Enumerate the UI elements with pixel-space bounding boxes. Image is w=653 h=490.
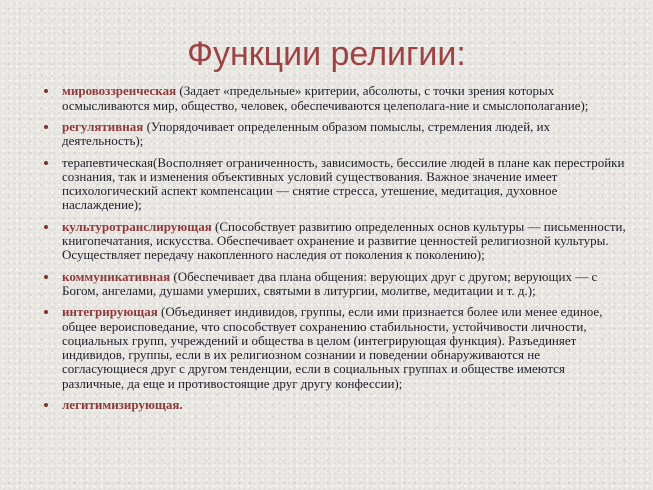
- list-item: [44, 305, 627, 391]
- function-term: коммуникативная: [62, 268, 171, 284]
- bullet-icon: [44, 305, 62, 314]
- function-description: (Обеспечивает два плана общения: верующих друг с другом; верующих — с Богом, ангелами, душами умерших, святыми в литургии, молитве, медитации и т. д.);: [62, 268, 598, 298]
- function-term: культуротранслирующая: [62, 218, 212, 234]
- list-item: [44, 270, 627, 299]
- bullet-icon: [44, 156, 62, 165]
- list-item-content: [62, 120, 627, 149]
- list-item-content: [62, 156, 627, 213]
- function-description: (Упорядочивает определенным образом помыслы, стремления людей, их деятельность);: [62, 118, 551, 149]
- list-item-content: [62, 270, 627, 299]
- list-item-content: [62, 398, 627, 412]
- list-item-content: [62, 84, 627, 113]
- function-description: (Задает «предельные» критерии, абсолюты, с точки зрения которых осмысливаются мир, общество, человек, обеспечиваются целеполага-ние и смыслополагание);: [62, 83, 589, 113]
- function-term: мировоззренческая: [62, 83, 177, 99]
- bullet-icon: [44, 270, 62, 279]
- function-term: регулятивная: [62, 118, 144, 134]
- function-description: (Способствует развитию определенных основ культуры — письменности, книгопечатания, искусства. Обеспечивает охранение и развитие ценностей религиозной культуры. Осуществляет передачу накопленного наследия от поколения к поколению);: [62, 218, 626, 263]
- list-item: [44, 120, 627, 149]
- function-term: легитимизирующая.: [62, 397, 183, 413]
- function-description: (Объединяет индивидов, группы, если ими признается более или менее единое, общее вероисповедание, что способствует сохранению стабильности, устойчивости личности, социальных групп, учреждений и общества в целом (интегрирующая функция). Разъединяет индивидов, группы, если в их религиозном сознании и поведении обнаруживаются не согласующиеся друг с другом тенденции, если в социальных группах и обществе имеются различные, да еще и противостоящие друг другу конфессии);: [62, 304, 603, 391]
- bullet-icon: [44, 84, 62, 93]
- list-item-content: [62, 220, 627, 263]
- list-item-content: [62, 305, 627, 391]
- bullet-icon: [44, 398, 62, 407]
- function-description: (Восполняет ограниченность, зависимость, бессилие людей в плане как перестройки сознания, так и изменения объективных условий существования. Важное значение имеет психологический аспект компенсации — снятие стресса, утешение, медитация, духовное наслаждение);: [62, 154, 625, 213]
- bullet-icon: [44, 120, 62, 129]
- list-item: [44, 398, 627, 412]
- bullet-icon: [44, 220, 62, 229]
- list-item: [44, 220, 627, 263]
- slide-title: Функции религии:: [187, 35, 466, 73]
- bullet-list: [0, 84, 653, 412]
- function-term: интегрирующая: [62, 304, 158, 320]
- function-term: терапевтическая: [62, 154, 153, 170]
- list-item: [44, 156, 627, 213]
- list-item: [44, 84, 627, 113]
